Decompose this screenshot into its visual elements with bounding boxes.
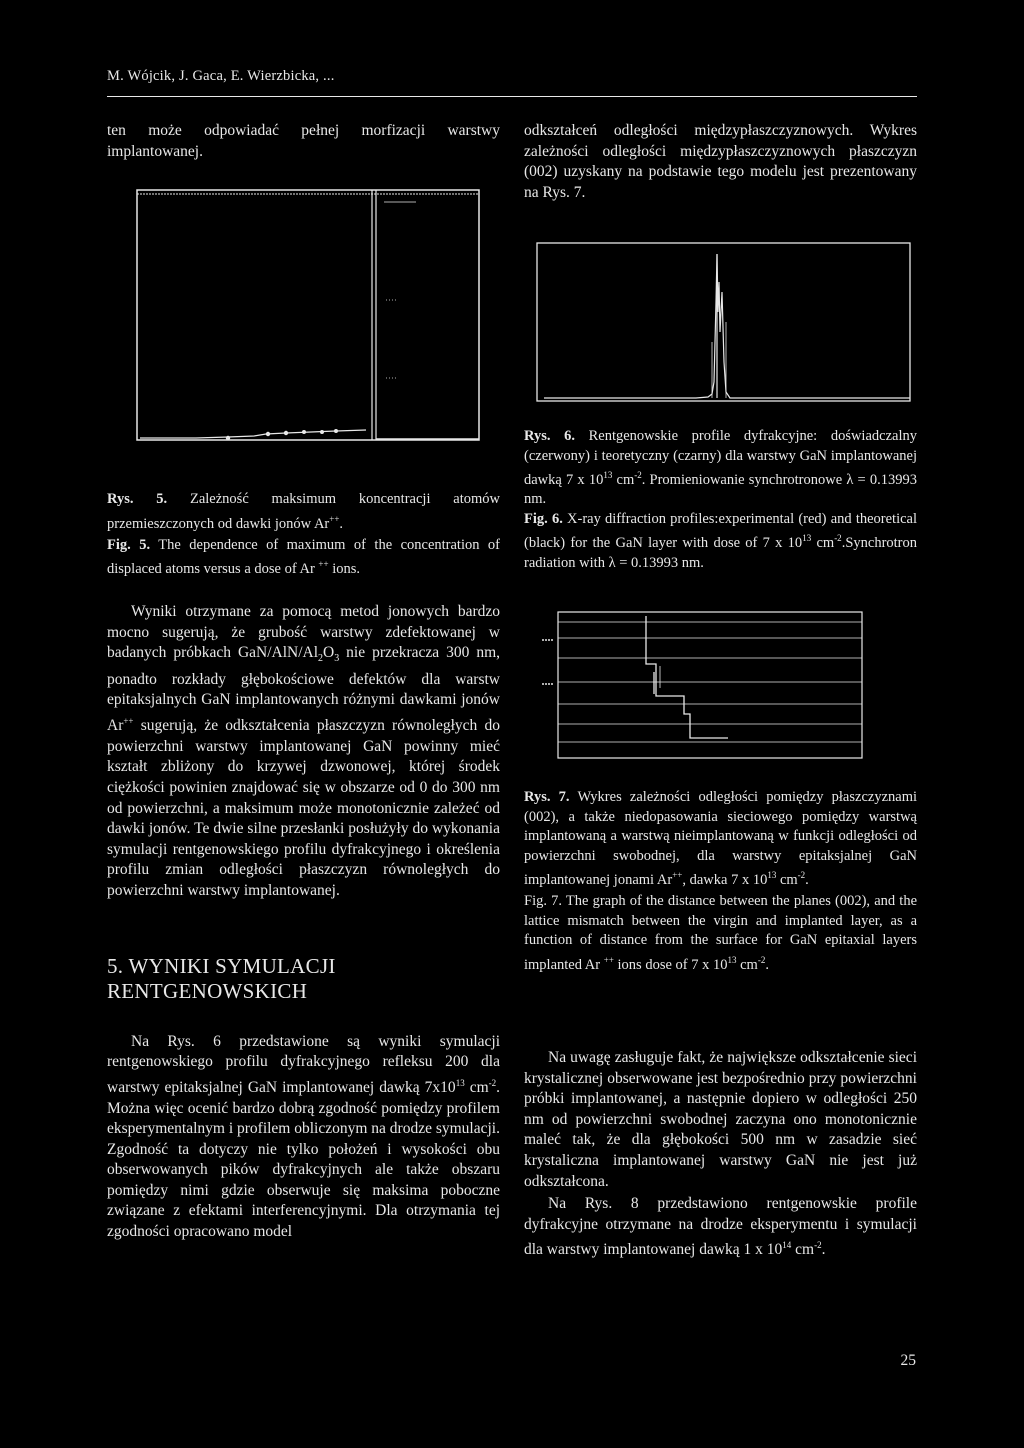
figure-6-frame [537,243,910,401]
figure-5-point-1 [226,436,230,440]
right-paragraph-2: Na Rys. 8 przedstawiono rentgenowskie profile dyfrakcyjne otrzymane na drodze eksperymentu i symulacji dla warstwy implantowanej dawką 1 x $10^{14}$ $cm^{-2}$. [524,1195,917,1259]
figure-7-caption [524,788,917,975]
section-heading-5: 5. WYNIKI SYMULACJI RENTGENOWSKICH [107,953,336,1003]
figure-6 [536,242,912,404]
figure-7-caption-pl: Rys. 7. Wykres zależności odległości pomiędzy płaszczyznami (002), a także niedopasowania sieciowego pomiędzy warstwą implantowaną a warstwą nieimplantowaną w funkcji odległości od powierzchni swobodnej, dla warstwy epitaksjalnej GaN implantowanej jonami Ar++, dawka 7 x $10^{13}$ $cm^{-2}$. [524,789,918,888]
left-main-column [107,602,500,1243]
figure-7-label-en: Fig. 7. [524,893,562,910]
figure-7-step-curve [646,616,728,738]
figure-5-label-en: Fig. 5. [107,536,151,553]
figure-5-caption-en: Fig. 5. The dependence of maximum of the concentration of displaced atoms versus a dose of Ar ++ ions. [107,536,501,578]
figure-6-label-en: Fig. 6. [524,510,563,527]
figure-5-plot [136,188,482,444]
figure-6-caption [524,427,917,573]
left-top-paragraph: ten może odpowiadać pełnej morfizacji warstwy implantowanej. [107,122,500,160]
figure-5-caption [107,490,500,580]
figure-7-frame [558,612,862,758]
figure-5-caption-pl: Rys. 5. Zależność maksimum koncentracji atomów przemieszczonych od dawki jonów Ar++. [107,491,500,532]
figure-7-caption-en: Fig. 7. The graph of the distance between the planes (002), and the lattice mismatch between the virgin and implanted layer, as a function of distance from the surface for GaN epitaxial layers implanted Ar ++ ions dose of 7 x $10^{13}$ $cm^{-2}$. [524,893,918,973]
figure-5 [136,188,482,444]
figure-6-caption-pl: Rys. 6. Rentgenowskie profile dyfrakcyjne: doświadczalny (czerwony) i teoretyczny (czarny) dla warstwy GaN implantowanej dawką 7 x $10^{13}$ $cm^{-2}$. Promieniowanie synchrotronowe λ = 0.13993 nm. [524,428,918,508]
figure-6-label-pl: Rys. 6. [524,428,575,444]
figure-6-profile [544,254,910,398]
figure-5-frame [137,190,479,440]
figure-5-label-pl: Rys. 5. [107,491,168,507]
figure-7-label-pl: Rys. 7. [524,789,570,805]
running-header: M. Wójcik, J. Gaca, E. Wierzbicka, ... [107,68,335,84]
figure-7 [534,606,866,764]
figure-5-point-5 [320,430,324,434]
right-top-paragraph: odkształceń odległości międzypłaszczyznowych. Wykres zależności odległości międzypłaszczyznowych płaszczyzn (002) uzyskany na podstawie tego modelu jest prezentowany na Rys. 7. [524,122,917,201]
figure-5-point-4 [302,430,306,434]
figure-6-plot [536,242,912,404]
figure-5-baseline-curve [140,430,366,438]
header-rule [107,96,917,97]
figure-7-plot [534,606,866,764]
figure-6-caption-en: Fig. 6. X-ray diffraction profiles:experimental (red) and theoretical (black) for the GaN layer with dose of 7 x $10^{13}$ $cm^{-2}.Synchrotron$ radiation with λ = 0.13993 nm. [524,510,917,571]
figure-5-point-2 [266,432,270,436]
right-main-column [524,1048,917,1261]
figure-5-point-6 [334,429,338,433]
figure-5-point-3 [284,431,288,435]
right-paragraph-1: Na uwagę zasługuje fakt, że największe odkształcenie sieci krystalicznej obserwowane jest bezpośrednio przy powierzchni próbki implantowanej, a następnie dopiero w odległości 250 nm od powierzchni swobodnej zaczyna ono monotonicznie maleć tak, że dla głębokości 500 nm w zasadzie sieć krystaliczna implantowanej warstwy GaN nie jest już odkształcona. [524,1049,917,1190]
left-paragraph-2: Na Rys. 6 przedstawione są wyniki symulacji rentgenowskiego profilu dyfrakcyjnego refleksu 200 dla warstwy epitaksjalnej GaN implantowanej dawką $7x10^{13}$ $cm^{-2}$. Można więc ocenić bardzo dobrą zgodność pomiędzy profilem eksperymentalnym i profilem obliczonym na drodze symulacji. Zgodność ta dotyczy nie tylko położeń i wysokości obu obserwowanych pików dyfrakcyjnych ale także obszaru pomiędzy nimi gdzie obserwuje się maksima poboczne związane z efektami interferencyjnymi. Dla otrzymania tej zgodności opracowano model [107,1032,500,1241]
page-number: 25 [900,1352,916,1369]
left-paragraph-1: Wyniki otrzymane za pomocą metod jonowych bardzo mocno sugerują, że grubość warstwy zdefektowanej w badanych próbkach GaN/$AlN/Al_2O_3$ nie przekracza 300 nm, ponadto rozkłady głębokościowe defektów dla warstw epitaksjalnych GaN implantowanych różnymi dawkami jonów Ar++ sugerują, że odkształcenia płaszczyzn równoległych do powierzchni warstwy implantowanej GaN powinny mieć kształt zbliżony do krzywej dzwonowej, której środek ciężkości powinien znajdować się w obszarze od 0 do 300 nm od powierzchni, a maksimum może monotonicznie zależeć od dawki jonów. Te dwie silne przesłanki posłużyły do wykonania symulacji rentgenowskiego profilu dyfrakcyjnego i określenia profilu zmian odległości płaszczyzn równoległych do powierzchni warstwy implantowanej. [107,603,500,899]
